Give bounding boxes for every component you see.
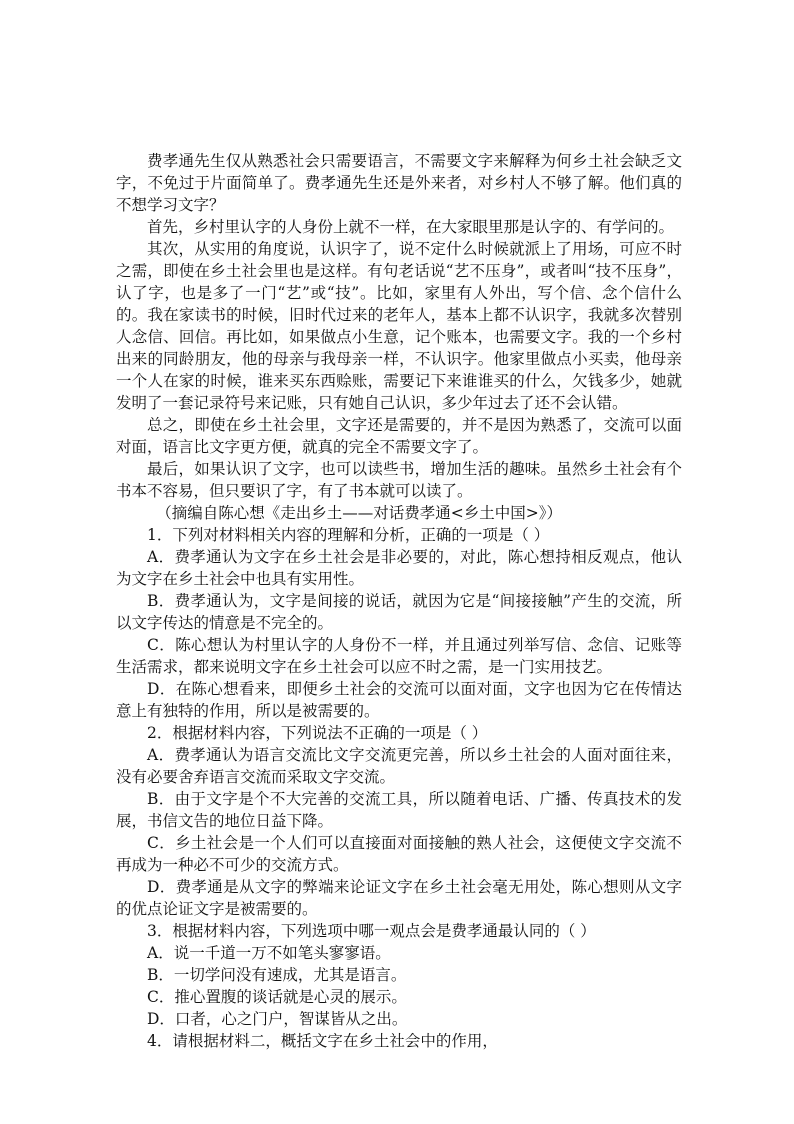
question-2-option-c: C．乡土社会是一个人们可以直接面对面接触的熟人社会，这便使文字交流不再成为一种必不可少的交流方式。 <box>116 834 682 874</box>
question-1-option-b: B．费孝通认为，文字是间接的说话，就因为它是“间接接触”产生的交流，所以文字传达的情意是不完全的。 <box>116 592 682 632</box>
question-3-option-b: B．一切学问没有速成，尤其是语言。 <box>147 966 407 984</box>
question-3-option-c: C．推心置腹的谈话就是心灵的展示。 <box>147 988 407 1006</box>
question-2-option-d: D．费孝通是从文字的弊端来论证文字在乡土社会毫无用处，陈心想则从文字的优点论证文字是被需要的。 <box>116 878 682 918</box>
passage-paragraph-3: 其次，从实用的角度说，认识字了，说不定什么时候就派上了用场，可应不时之需，即使在乡土社会里也是这样。有句老话说“艺不压身”，或者叫“技不压身”，认了字，也是多了一门“艺”或“技”。比如，家里有人外出，写个信、念个信什么的。我在家读书的时候，旧时代过来的老年人，基本上都不认识字，我就多次替别人念信、回信。再比如，如果做点小生意，记个账本，也需要文字。我的一个乡村出来的同龄朋友，他的母亲与我母亲一样，不认识字。他家里做点小买卖，他母亲一个人在家的时候，谁来买东西赊账，需要记下来谁谁买的什么，欠钱多少，她就发明了一套记录符号来记账，只有她自己认识，多少年过去了还不会认错。 <box>116 240 682 412</box>
passage-paragraph-4: 总之，即使在乡土社会里，文字还是需要的，并不是因为熟悉了，交流可以面对面，语言比文字更方便，就真的完全不需要文字了。 <box>116 416 682 456</box>
question-1-option-c: C．陈心想认为村里认字的人身份不一样，并且通过列举写信、念信、记账等生活需求，都来说明文字在乡土社会可以应不时之需，是一门实用技艺。 <box>116 636 682 676</box>
question-1-option-a: A．费孝通认为文字在乡土社会是非必要的，对此，陈心想持相反观点，他认为文字在乡土社会中也具有实用性。 <box>116 548 682 588</box>
passage-source: （摘编自陈心想《走出乡土——对话费孝通<乡土中国>》） <box>156 504 563 522</box>
question-2-option-a: A．费孝通认为语言交流比文字交流更完善，所以乡土社会的人面对面往来，没有必要舍弃语言交流而采取文字交流。 <box>116 746 682 786</box>
question-4-stem: 4．请根据材料二，概括文字在乡土社会中的作用， <box>147 1032 498 1050</box>
question-2-option-b: B．由于文字是个不大完善的交流工具，所以随着电话、广播、传真技术的发展，书信文告的地位日益下降。 <box>116 790 682 830</box>
passage-paragraph-2: 首先，乡村里认字的人身份上就不一样，在大家眼里那是认字的、有学问的。 <box>147 218 675 236</box>
question-3-option-a: A．说一千道一万不如笔头寥寥语。 <box>147 944 391 962</box>
question-1-option-d: D．在陈心想看来，即便乡土社会的交流可以面对面，文字也因为它在传情达意上有独特的作用，所以是被需要的。 <box>116 680 682 720</box>
document-page <box>116 150 682 1052</box>
question-1-stem: 1．下列对材料相关内容的理解和分析，正确的一项是（ ） <box>147 526 550 544</box>
question-2-stem: 2．根据材料内容，下列说法不正确的一项是（ ） <box>147 724 488 742</box>
question-3-option-d: D．口者，心之门户，智谋皆从之出。 <box>147 1010 408 1028</box>
passage-paragraph-5: 最后，如果认识了文字，也可以读些书，增加生活的趣味。虽然乡土社会有个书本不容易，但只要识了字，有了书本就可以读了。 <box>116 460 682 500</box>
passage-paragraph-1: 费孝通先生仅从熟悉社会只需要语言，不需要文字来解释为何乡土社会缺乏文字，不免过于片面简单了。费孝通先生还是外来者，对乡村人不够了解。他们真的不想学习文字？ <box>116 152 682 214</box>
question-3-stem: 3．根据材料内容，下列选项中哪一观点会是费孝通最认同的（ ） <box>147 922 596 940</box>
